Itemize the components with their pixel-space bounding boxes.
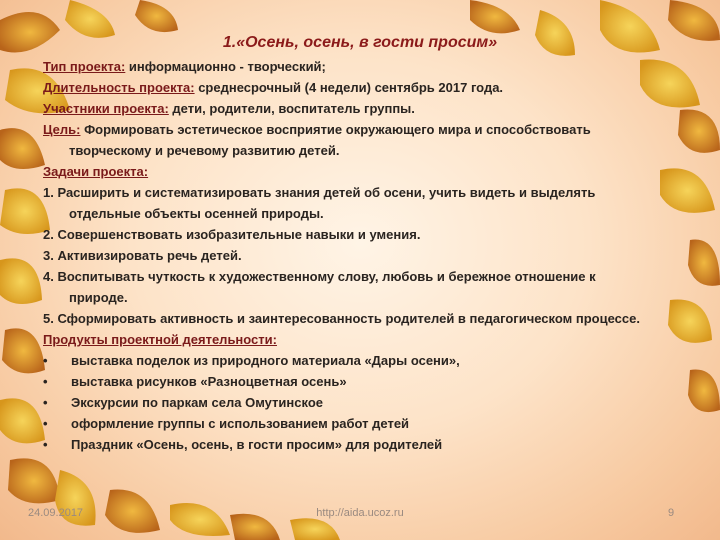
product-item (43, 350, 653, 371)
product-item (43, 413, 653, 434)
bullet-icon: • (43, 437, 48, 452)
product-item (43, 392, 653, 413)
products-heading (43, 329, 653, 350)
project-participants-label: Участники проекта: (43, 101, 169, 116)
project-duration (43, 77, 653, 98)
project-participants (43, 98, 653, 119)
product-text: Праздник «Осень, осень, в гости просим» для родителей (71, 437, 443, 452)
task-item: 4. Воспитывать чуткость к художественному слову, любовь и бережное отношение к природе. (43, 269, 596, 305)
task-item: 2. Совершенствовать изобразительные навыки и умения. (43, 227, 421, 242)
product-text: Экскурсии по паркам села Омутинское (71, 395, 323, 410)
project-duration-label: Длительность проекта: (43, 80, 195, 95)
products-heading-label: Продукты проектной деятельности: (43, 332, 277, 347)
project-type-value: информационно - творческий; (125, 59, 326, 74)
task-item: 3. Активизировать речь детей. (43, 248, 242, 263)
product-text: выставка рисунков «Разноцветная осень» (71, 374, 347, 389)
product-text: выставка поделок из природного материала «Дары осени», (71, 353, 460, 368)
page-number: 9 (668, 507, 675, 519)
project-goal-label: Цель: (43, 122, 81, 137)
footer-date: 24.09.2017 (28, 507, 84, 519)
tasks-heading-label: Задачи проекта: (43, 164, 149, 179)
product-item (43, 371, 653, 392)
task-item: 1. Расширить и систематизировать знания детей об осени, учить видеть и выделять отдельные объекты осенней природы. (43, 185, 596, 221)
task-item: 5. Сформировать активность и заинтересованность родителей в педагогическом процессе. (43, 311, 640, 326)
tasks-heading (43, 161, 653, 182)
project-goal (43, 119, 653, 161)
project-type-label: Тип проекта: (43, 59, 126, 74)
project-type (43, 56, 653, 77)
project-goal-value: Формировать эстетическое восприятие окружающего мира и способствовать творческому и речевому развитию детей. (69, 122, 591, 158)
bullet-icon: • (43, 395, 48, 410)
bullet-icon: • (43, 353, 48, 368)
bullet-icon: • (43, 416, 48, 431)
bullet-icon: • (43, 374, 48, 389)
product-text: оформление группы с использованием работ детей (71, 416, 410, 431)
footer-url[interactable]: http://aida.ucoz.ru (316, 507, 404, 519)
project-duration-value: среднесрочный (4 недели) сентябрь 2017 года. (194, 80, 504, 95)
slide-title: 1.«Осень, осень, в гости просим» (222, 34, 498, 51)
slide-content (43, 56, 653, 455)
product-item (43, 434, 653, 455)
project-participants-value: дети, родители, воспитатель группы. (168, 101, 415, 116)
